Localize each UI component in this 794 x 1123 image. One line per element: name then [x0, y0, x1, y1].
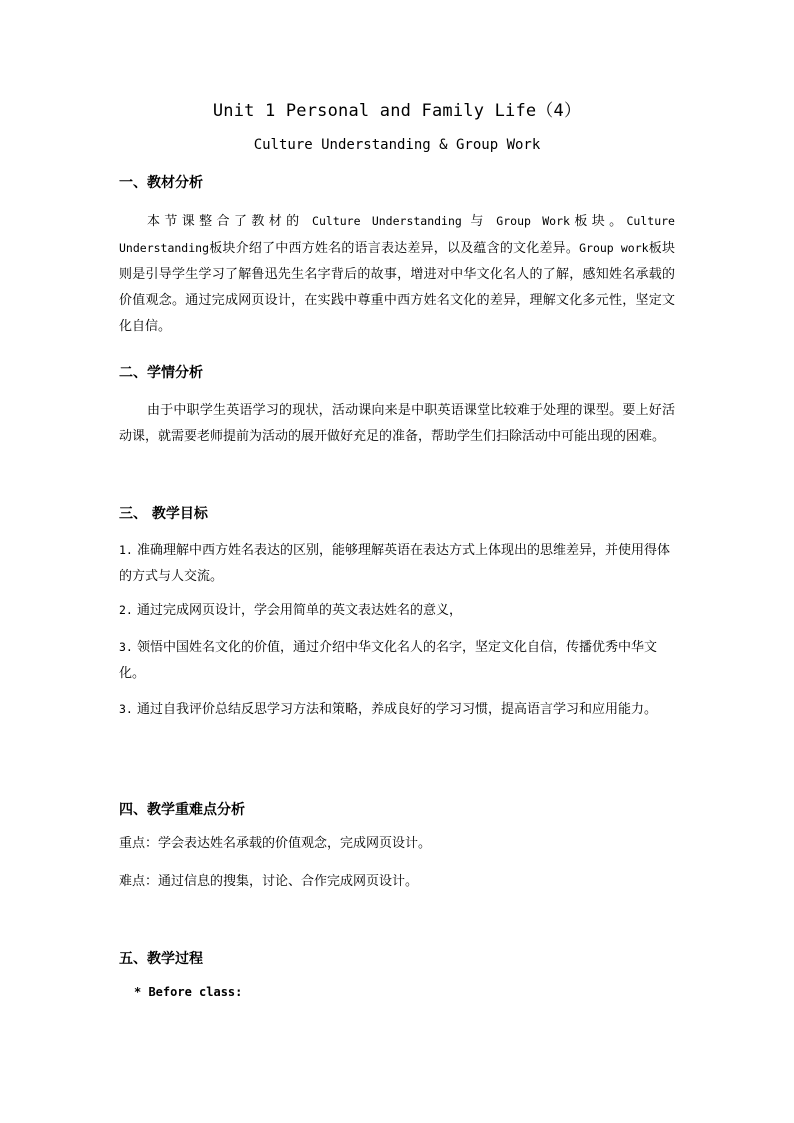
paragraph-text: 本节课整合了教材的	[147, 214, 304, 229]
objective-text: 准确理解中西方姓名表达的区别，能够理解英语在表达方式上体现出的思维差异，并使用得体的方式与人交流。	[119, 543, 671, 584]
paragraph-term: Group Work	[496, 214, 570, 228]
key-point: 重点：学会表达姓名承载的价值观念，完成网页设计。	[119, 836, 432, 851]
objective-text: 通过自我评价总结反思学习方法和策略，养成良好的学习习惯，提高语言学习和应用能力。	[137, 702, 658, 717]
objective-text: 领悟中国姓名文化的价值，通过介绍中华文化名人的名字，坚定文化自信，传播优秀中华文化。	[119, 640, 658, 681]
paragraph-text: 板块则是引导学生学习了解鲁迅先生名字背后的故事，增进对中华文化名人的了解，感知姓名承载的价值观念。通过完成网页设计，在实践中尊重中西方姓名文化的差异，理解文化多元性，坚定文化自信。	[119, 241, 675, 334]
difficult-point: 难点：通过信息的搜集，讨论、合作完成网页设计。	[119, 874, 419, 889]
section-heading-teaching-process: 五、教学过程	[119, 951, 203, 967]
paragraph-term: Culture Understanding	[312, 214, 462, 228]
document-subtitle: Culture Understanding & Group Work	[253, 137, 541, 153]
objective-item	[119, 634, 675, 687]
objective-number: 1.	[119, 543, 133, 557]
paragraph-text: 与	[470, 214, 488, 229]
paragraph-term: Group work	[579, 241, 649, 255]
objective-number: 2.	[119, 603, 133, 617]
objective-item	[119, 537, 675, 590]
paragraph-text: 板块介绍了中西方姓名的语言表达差异，以及蕴含的文化差异。	[209, 241, 580, 256]
paragraph-text: 板块。	[569, 214, 627, 229]
section-heading-key-difficult-points: 四、教学重难点分析	[119, 802, 245, 818]
objective-number: 3.	[119, 702, 133, 716]
objective-text: 通过完成网页设计，学会用简单的英文表达姓名的意义，	[137, 603, 463, 618]
objective-item	[119, 597, 675, 624]
before-class-bullet: * Before class:	[134, 985, 243, 999]
section-paragraph-textbook-analysis	[119, 208, 675, 340]
objective-number: 3.	[119, 640, 133, 654]
objective-item	[119, 696, 675, 723]
section-heading-teaching-objectives: 三、 教学目标	[119, 506, 208, 522]
paragraph-term: Culture Understanding	[119, 214, 675, 255]
section-paragraph-student-analysis: 由于中职学生英语学习的现状，活动课向来是中职英语课堂比较难于处理的课型。要上好活动课，就需要老师提前为活动的展开做好充足的准备，帮助学生们扫除活动中可能出现的困难。	[119, 403, 675, 444]
section-heading-textbook-analysis: 一、教材分析	[119, 175, 203, 191]
document-title: Unit 1 Personal and Family Life（4）	[212, 101, 582, 121]
section-heading-student-analysis: 二、学情分析	[119, 365, 203, 381]
